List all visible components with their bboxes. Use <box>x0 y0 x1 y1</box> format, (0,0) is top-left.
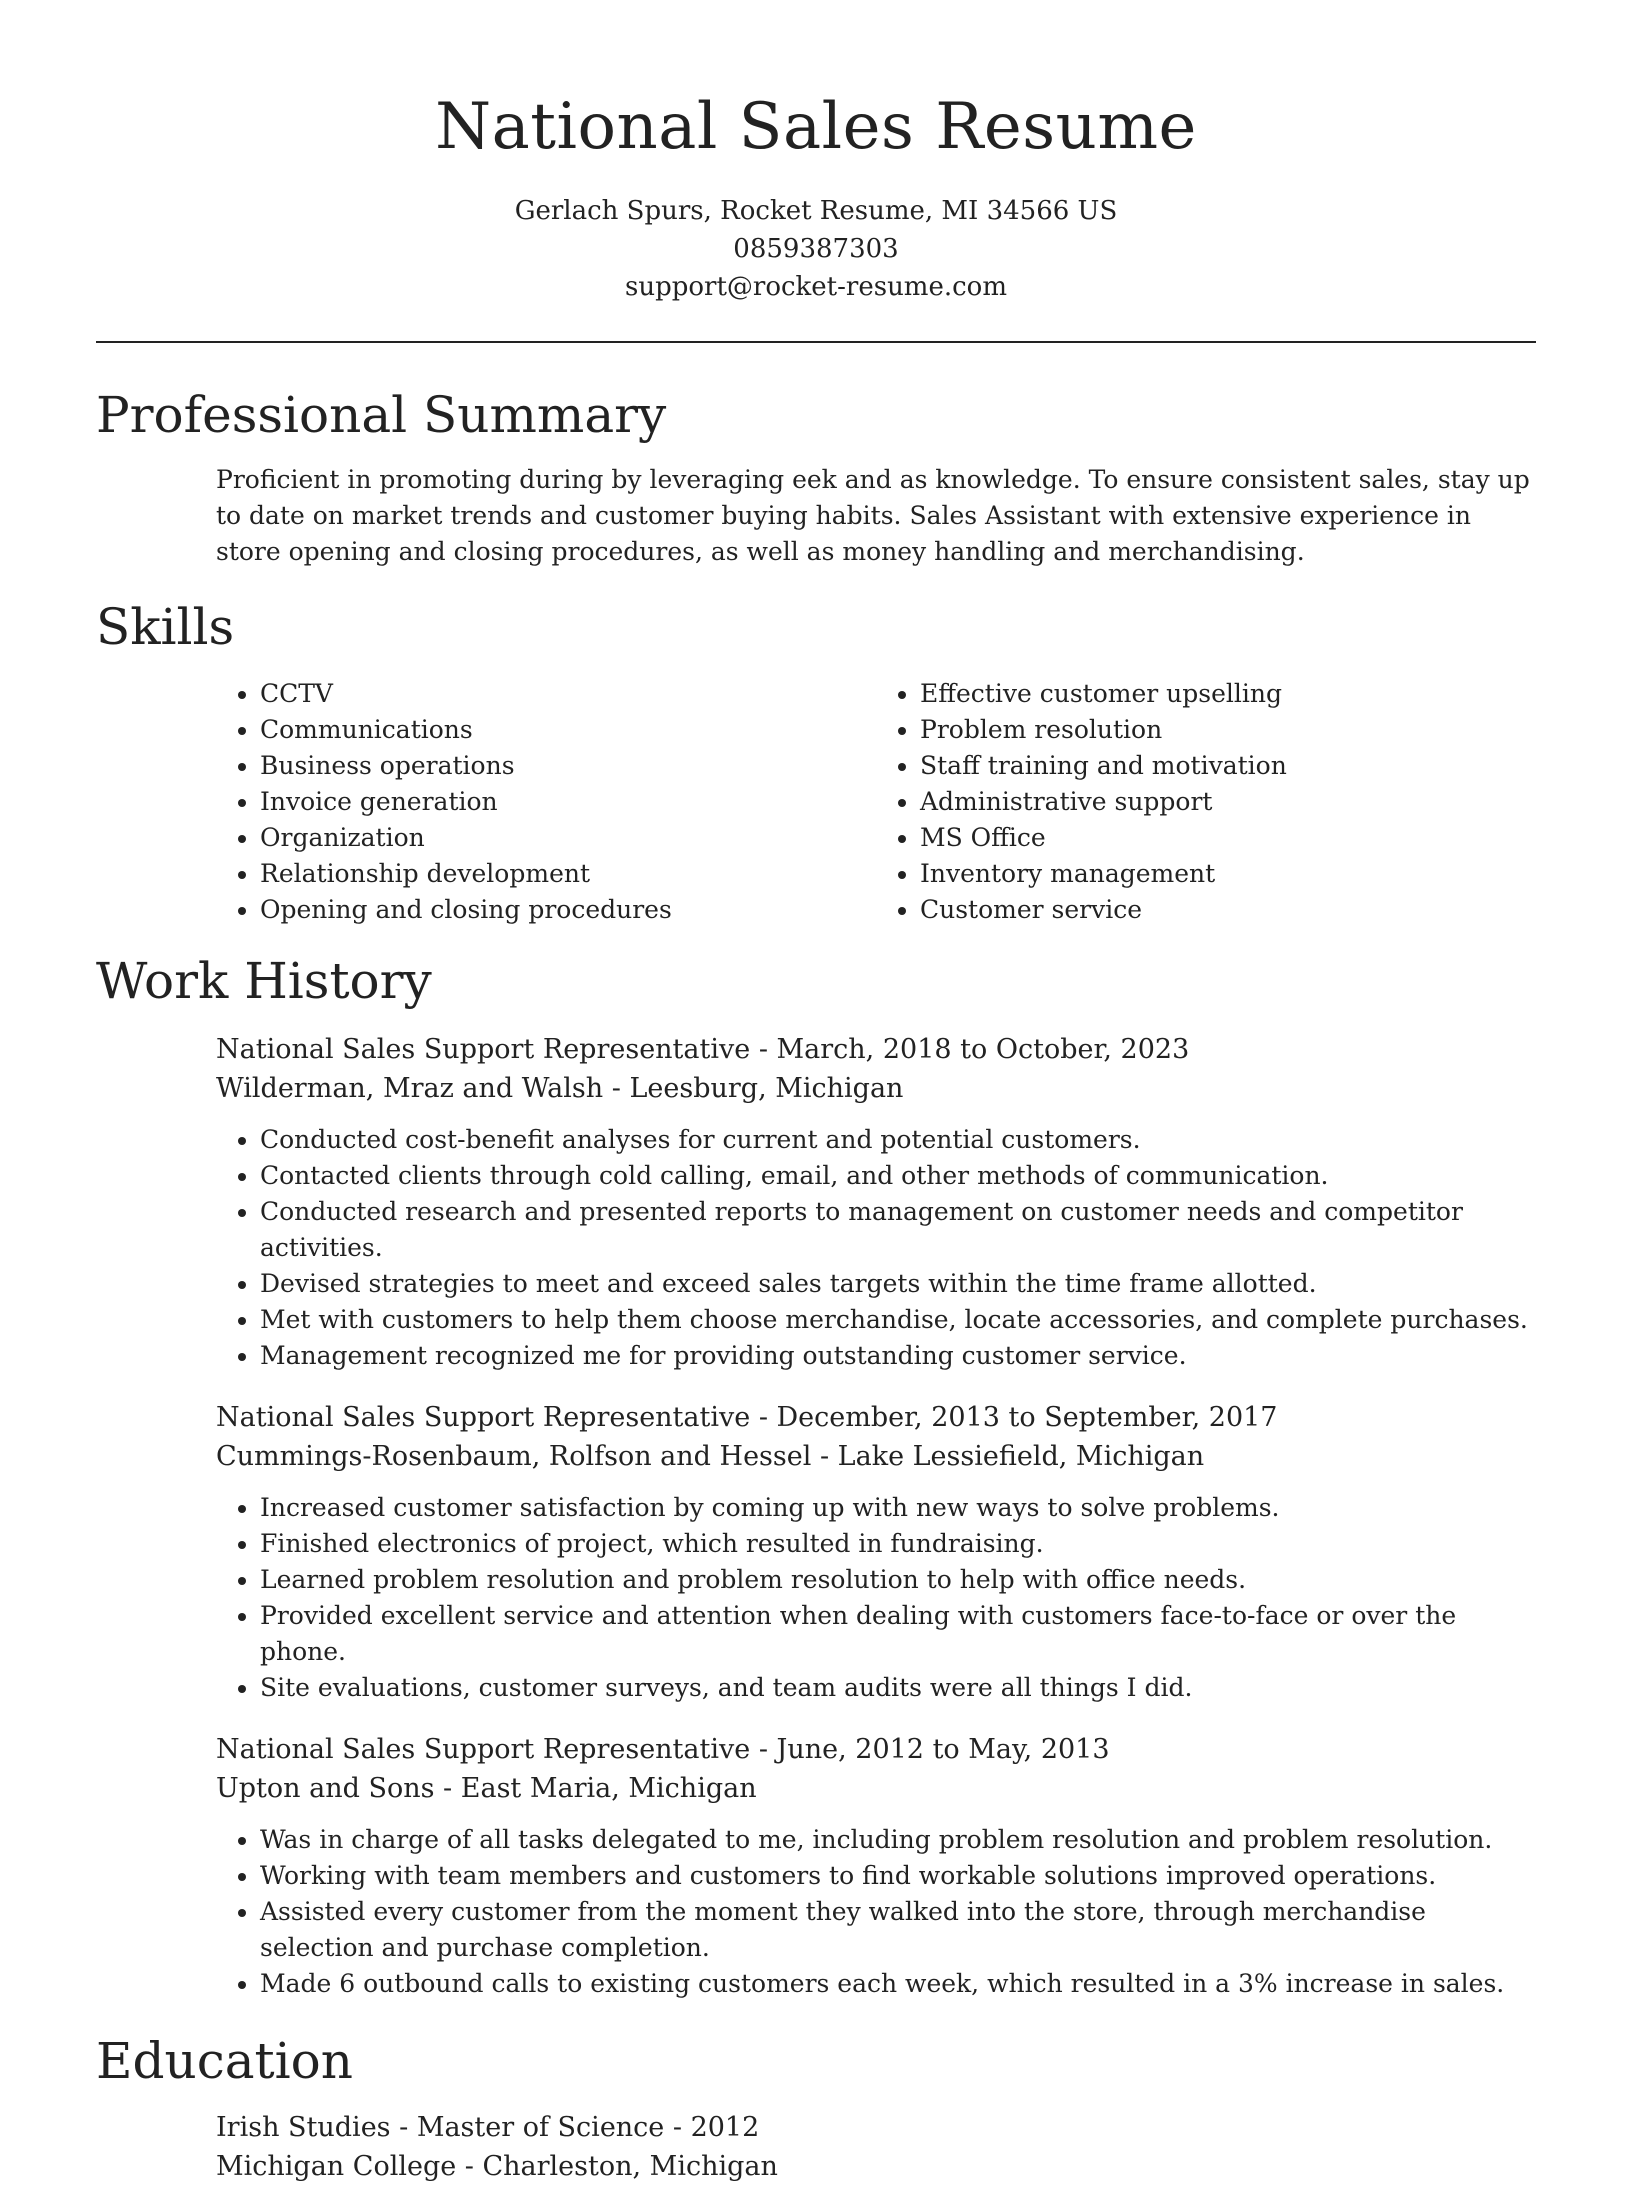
job-bullet: • Devised strategies to meet and exceed sales targets within the time frame allotted. <box>260 1266 1536 1302</box>
job-role: National Sales Support Representative <box>216 1734 751 1765</box>
job-bullets <box>216 1490 1536 1706</box>
skill-item: • Invoice generation <box>260 784 876 820</box>
skills-left-list <box>216 676 876 928</box>
education-section <box>96 2026 1536 2186</box>
skills-heading: Skills <box>96 598 235 656</box>
job-bullets <box>216 1822 1536 2002</box>
job-entry <box>216 1398 1536 1706</box>
job-bullet: • Management recognized me for providing outstanding customer service. <box>260 1338 1536 1374</box>
skill-item: • MS Office <box>920 820 1536 856</box>
job-dates: - June, 2012 to May, 2013 <box>750 1734 1110 1765</box>
job-company: Cummings-Rosenbaum, Rolfson and Hessel <box>216 1441 812 1472</box>
job-dates: - December, 2013 to September, 2017 <box>750 1402 1278 1433</box>
job-bullet: • Site evaluations, customer surveys, and team audits were all things I did. <box>260 1670 1536 1706</box>
skill-item: • CCTV <box>260 676 876 712</box>
skill-item: • Staff training and motivation <box>920 748 1536 784</box>
job-bullet: • Working with team members and customers to find workable solutions improved operations. <box>260 1858 1536 1894</box>
job-title-line <box>216 1030 1536 1069</box>
job-company-line <box>216 1069 1536 1108</box>
job-bullet: • Made 6 outbound calls to existing customers each week, which resulted in a 3% increase in sales. <box>260 1966 1536 2002</box>
job-location: - East Maria, Michigan <box>434 1773 757 1804</box>
education-degree: Irish Studies - Master of Science - 2012 <box>216 2112 760 2143</box>
skill-item: • Opening and closing procedures <box>260 892 876 928</box>
skills-columns <box>216 676 1536 928</box>
resume-content <box>96 380 1536 2186</box>
job-bullet: • Conducted cost-benefit analyses for current and potential customers. <box>260 1122 1536 1158</box>
skill-item: • Organization <box>260 820 876 856</box>
job-company-line <box>216 1769 1536 1808</box>
job-bullet: • Conducted research and presented reports to management on customer needs and competitor activities. <box>260 1194 1536 1266</box>
skill-item: • Effective customer upselling <box>920 676 1536 712</box>
job-company: Upton and Sons <box>216 1773 435 1804</box>
work-history-section <box>96 946 1536 2002</box>
job-company-line <box>216 1437 1536 1476</box>
header-divider <box>96 341 1536 343</box>
job-bullet: • Learned problem resolution and problem resolution to help with office needs. <box>260 1562 1536 1598</box>
summary-section <box>96 380 1536 570</box>
skills-right-list <box>876 676 1536 928</box>
skill-item: • Problem resolution <box>920 712 1536 748</box>
skill-item: • Relationship development <box>260 856 876 892</box>
job-title-line <box>216 1730 1536 1769</box>
work-history-list <box>216 1030 1536 2002</box>
skill-item: • Business operations <box>260 748 876 784</box>
work-history-heading: Work History <box>96 952 432 1010</box>
job-bullet: • Assisted every customer from the moment they walked into the store, through merchandise selection and purchase completion. <box>260 1894 1536 1966</box>
education-school: Michigan College - Charleston, Michigan <box>216 2151 778 2182</box>
job-entry <box>216 1030 1536 1374</box>
summary-text: Proficient in promoting during by leveraging eek and as knowledge. To ensure consistent sales, stay up to date on market trends and customer buying habits. Sales Assistant with extensive experience in store opening and closing procedures, as well as money handling and merchandising. <box>216 465 1530 566</box>
job-role: National Sales Support Representative <box>216 1402 751 1433</box>
job-entry <box>216 1730 1536 2002</box>
job-location: - Lake Lessiefield, Michigan <box>811 1441 1205 1472</box>
job-location: - Leesburg, Michigan <box>603 1073 904 1104</box>
job-title-line <box>216 1398 1536 1437</box>
job-dates: - March, 2018 to October, 2023 <box>750 1034 1190 1065</box>
phone-text: 0859387303 <box>733 234 899 264</box>
job-bullet: • Contacted clients through cold calling, email, and other methods of communication. <box>260 1158 1536 1194</box>
skills-section <box>96 592 1536 928</box>
job-bullet: • Provided excellent service and attention when dealing with customers face-to-face or over the phone. <box>260 1598 1536 1670</box>
education-entry <box>216 2108 1536 2186</box>
address-text: Gerlach Spurs, Rocket Resume, MI 34566 US <box>514 196 1118 226</box>
resume-header <box>0 0 1632 306</box>
job-role: National Sales Support Representative <box>216 1034 751 1065</box>
summary-heading: Professional Summary <box>96 386 667 444</box>
skill-item: • Inventory management <box>920 856 1536 892</box>
skill-item: • Communications <box>260 712 876 748</box>
contact-info <box>0 192 1632 306</box>
job-bullet: • Increased customer satisfaction by coming up with new ways to solve problems. <box>260 1490 1536 1526</box>
job-bullet: • Finished electronics of project, which resulted in fundraising. <box>260 1526 1536 1562</box>
job-bullets <box>216 1122 1536 1374</box>
job-bullet: • Met with customers to help them choose merchandise, locate accessories, and complete purchases. <box>260 1302 1536 1338</box>
job-company: Wilderman, Mraz and Walsh <box>216 1073 604 1104</box>
education-heading: Education <box>96 2032 353 2090</box>
job-bullet: • Was in charge of all tasks delegated to me, including problem resolution and problem resolution. <box>260 1822 1536 1858</box>
resume-title: National Sales Resume <box>435 90 1197 164</box>
skill-item: • Customer service <box>920 892 1536 928</box>
email-text: support@rocket-resume.com <box>624 272 1007 302</box>
skill-item: • Administrative support <box>920 784 1536 820</box>
